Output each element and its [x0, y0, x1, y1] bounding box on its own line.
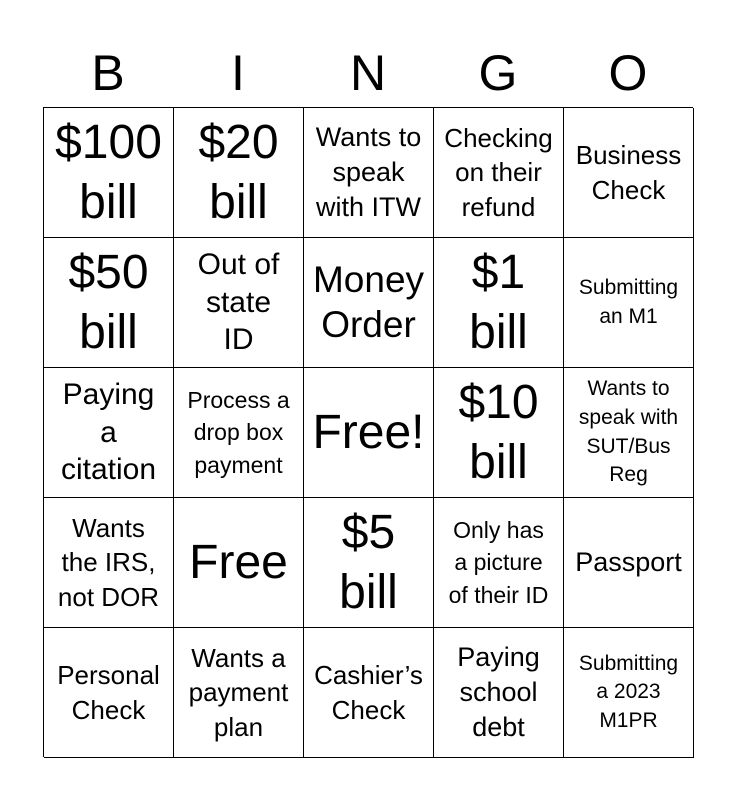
bingo-cell[interactable] [44, 368, 174, 498]
bingo-cell[interactable] [174, 108, 304, 238]
bingo-cell[interactable] [434, 628, 564, 758]
bingo-cell[interactable] [44, 108, 174, 238]
bingo-cell[interactable] [304, 628, 434, 758]
bingo-cell[interactable] [434, 498, 564, 628]
cell-label: Paying a citation [60, 378, 157, 487]
cell-label: Cashier’s Check [314, 659, 423, 725]
bingo-cell[interactable] [44, 238, 174, 368]
cell-label: Out of state ID [197, 248, 280, 357]
cell-label: Wants to speak with ITW [315, 121, 422, 223]
bingo-cell[interactable] [174, 238, 304, 368]
cell-label: Wants a payment plan [188, 642, 289, 742]
bingo-cell[interactable] [304, 238, 434, 368]
free-space[interactable] [304, 368, 434, 498]
bingo-cell[interactable] [434, 368, 564, 498]
cell-label: Money Order [312, 259, 425, 345]
cell-label: Free [189, 535, 288, 589]
free-space[interactable] [174, 498, 304, 628]
bingo-cell[interactable] [174, 368, 304, 498]
cell-label: $5 bill [339, 505, 398, 619]
cell-label: $10 bill [458, 375, 539, 489]
header-letter-g: G [478, 45, 518, 101]
bingo-cell[interactable] [304, 108, 434, 238]
cell-label: $50 bill [68, 245, 149, 359]
bingo-cell[interactable] [564, 498, 694, 628]
header-letter-o: O [608, 45, 648, 101]
cell-label: Paying school debt [457, 641, 540, 743]
cell-label: Free! [312, 405, 425, 459]
header-letter-i: I [231, 45, 245, 101]
bingo-cell[interactable] [564, 108, 694, 238]
cell-label: Checking on their refund [444, 122, 553, 222]
cell-label: Submitting a 2023 M1PR [578, 651, 679, 732]
bingo-cell[interactable] [564, 628, 694, 758]
cell-label: $1 bill [469, 245, 528, 359]
bingo-cell[interactable] [174, 628, 304, 758]
bingo-cell[interactable] [434, 108, 564, 238]
bingo-cell[interactable] [564, 368, 694, 498]
cell-label: Only has a picture of their ID [448, 517, 549, 608]
cell-label: $100 bill [55, 115, 162, 229]
cell-label: Wants the IRS, not DOR [57, 512, 160, 612]
cell-label: Business Check [575, 139, 682, 205]
bingo-cell[interactable] [304, 498, 434, 628]
bingo-header [43, 38, 693, 108]
cell-label: $20 bill [198, 115, 279, 229]
cell-label: Passport [575, 546, 682, 577]
bingo-cell[interactable] [434, 238, 564, 368]
bingo-board [43, 107, 693, 757]
cell-label: Wants to speak with SUT/Bus Reg [578, 377, 679, 487]
bingo-cell[interactable] [44, 628, 174, 758]
cell-label: Submitting an M1 [578, 275, 679, 328]
cell-label: Process a drop box payment [187, 387, 290, 478]
header-letter-n: N [349, 45, 387, 101]
bingo-cell[interactable] [44, 498, 174, 628]
cell-label: Personal Check [57, 659, 160, 725]
bingo-cell[interactable] [564, 238, 694, 368]
header-letter-b: B [91, 45, 125, 101]
